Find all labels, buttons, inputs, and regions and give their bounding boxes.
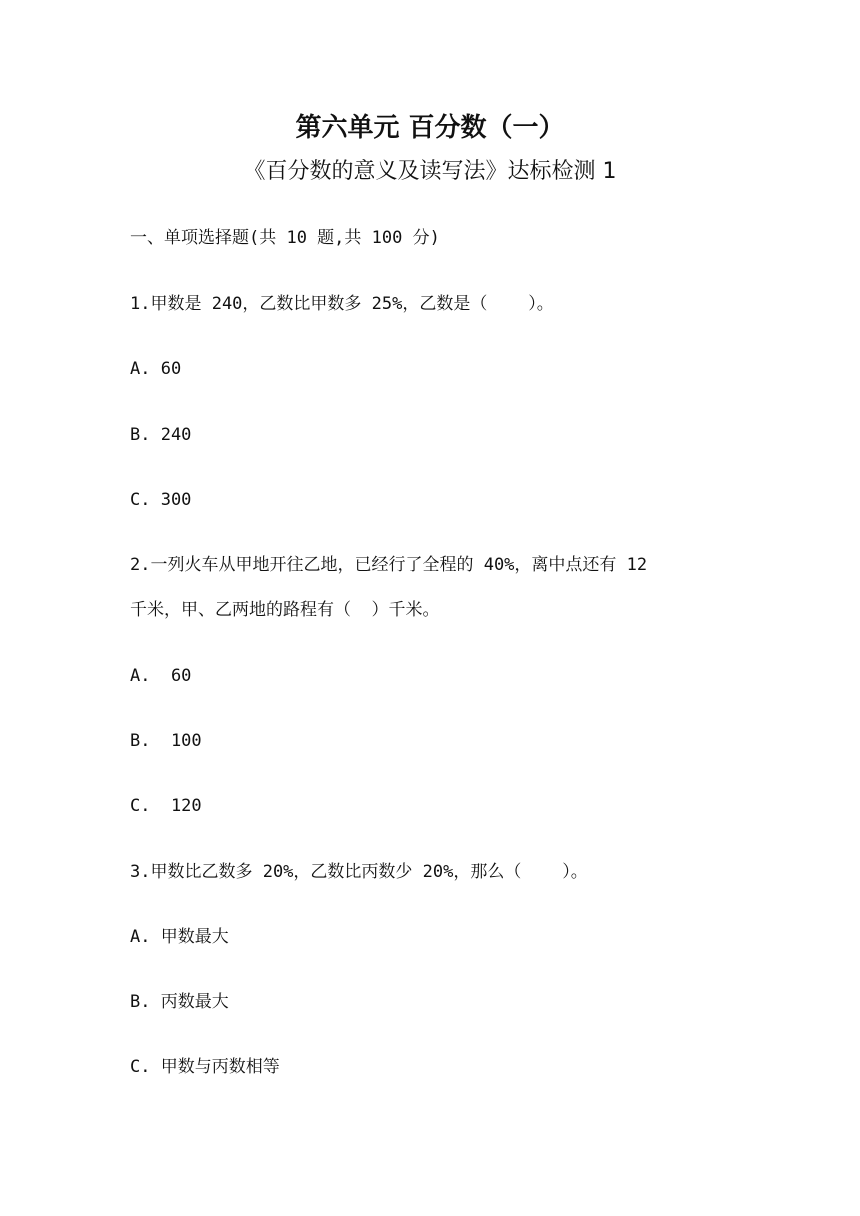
page-title: 第六单元 百分数（一） — [295, 113, 565, 143]
question-1-stem: 1.甲数是 240，乙数比甲数多 25%，乙数是（ ）。 — [130, 294, 554, 314]
page-subtitle: 《百分数的意义及读写法》达标检测 1 — [243, 159, 617, 184]
question-1-option-c: C. 300 — [130, 490, 192, 510]
question-2-option-c: C. 120 — [130, 796, 202, 816]
question-2-stem-line-2: 千米，甲、乙两地的路程有（ ）千米。 — [130, 600, 440, 620]
question-2-stem-line-1: 2.一列火车从甲地开往乙地，已经行了全程的 40%，离中点还有 12 — [130, 555, 648, 575]
question-3-stem: 3.甲数比乙数多 20%，乙数比丙数少 20%，那么（ ）。 — [130, 862, 588, 882]
question-3-option-b: B. 丙数最大 — [130, 992, 229, 1012]
section-heading: 一、单项选择题(共 10 题,共 100 分) — [130, 228, 440, 248]
question-2-option-a: A. 60 — [130, 666, 192, 686]
question-1-option-a: A. 60 — [130, 359, 182, 379]
question-3-option-a: A. 甲数最大 — [130, 927, 229, 947]
question-1-option-b: B. 240 — [130, 425, 192, 445]
question-3-option-c: C. 甲数与丙数相等 — [130, 1057, 280, 1077]
question-2-option-b: B. 100 — [130, 731, 202, 751]
